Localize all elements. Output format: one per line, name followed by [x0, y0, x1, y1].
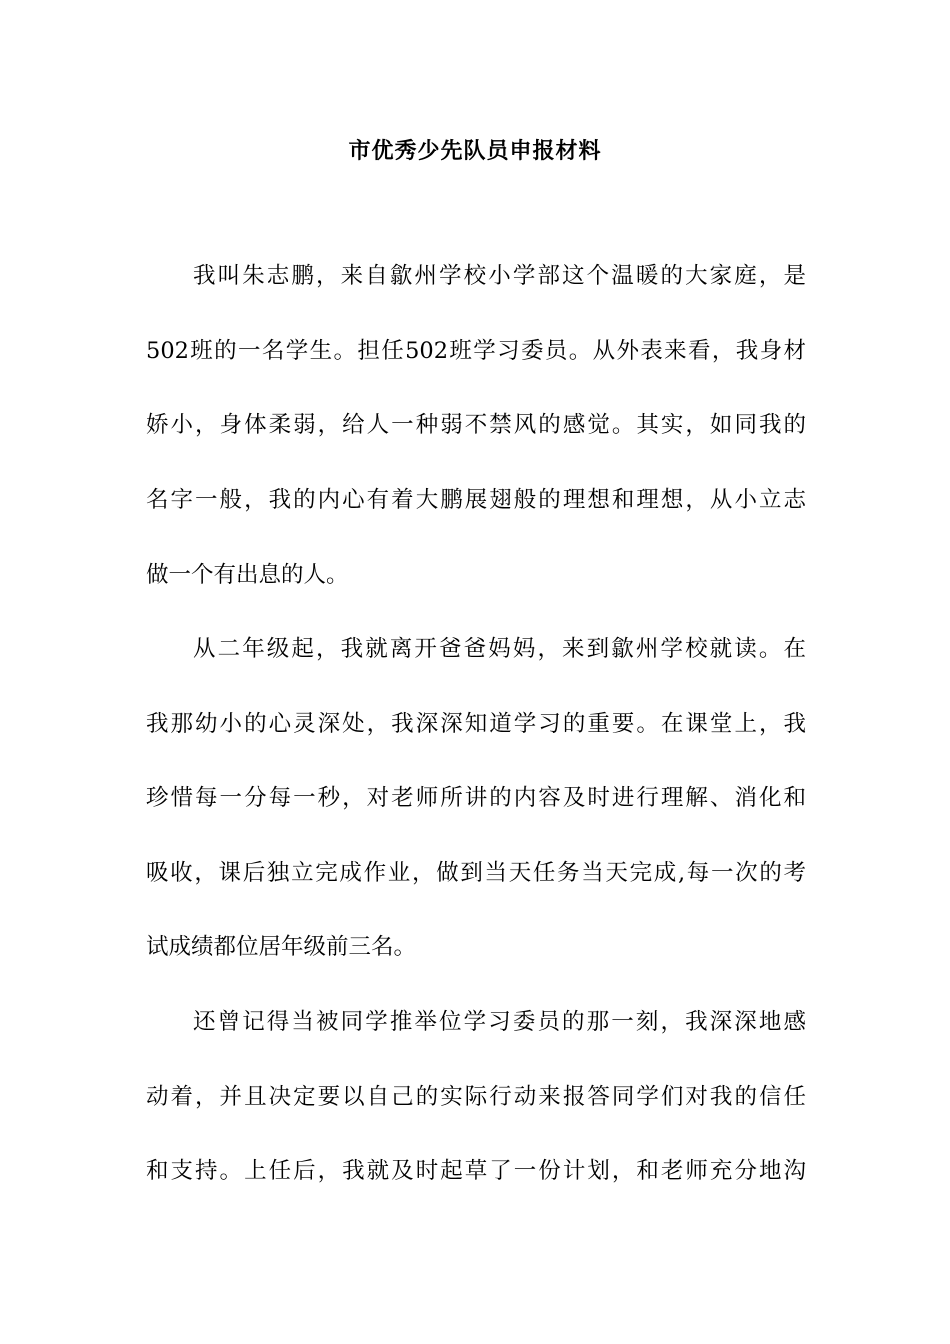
- paragraph-1-line-1: 我叫朱志鹏，来自歙州学校小学部这个温暖的大家庭，是: [193, 263, 806, 289]
- paragraph-1-line-4: 名字一般，我的内心有着大鹏展翅般的理想和理想，从小立志: [146, 487, 806, 513]
- paragraph-2-line-4: 吸收，课后独立完成作业，做到当天任务当天完成,每一次的考: [146, 860, 806, 886]
- paragraph-3-line-2: 动着，并且决定要以自己的实际行动来报答同学们对我的信任: [146, 1084, 806, 1110]
- paragraph-1-line-3: 娇小，身体柔弱，给人一种弱不禁风的感觉。其实，如同我的: [146, 412, 806, 438]
- paragraph-3-line-1: 还曾记得当被同学推举位学习委员的那一刻，我深深地感: [193, 1009, 806, 1035]
- paragraph-1-line-5: 做一个有出息的人。: [146, 562, 349, 588]
- document-title: 市优秀少先队员申报材料: [348, 139, 602, 164]
- paragraph-2-line-1: 从二年级起，我就离开爸爸妈妈，来到歙州学校就读。在: [193, 636, 806, 662]
- paragraph-2-line-3: 珍惜每一分每一秒，对老师所讲的内容及时进行理解、消化和: [146, 785, 806, 811]
- paragraph-2-line-5: 试成绩都位居年级前三名。: [146, 934, 417, 960]
- paragraph-1-line-2: 502班的一名学生。担任502班学习委员。从外表来看，我身材: [146, 338, 806, 364]
- paragraph-3-line-3: 和支持。上任后，我就及时起草了一份计划，和老师充分地沟: [146, 1158, 806, 1184]
- paragraph-2-line-2: 我那幼小的心灵深处，我深深知道学习的重要。在课堂上，我: [146, 711, 806, 737]
